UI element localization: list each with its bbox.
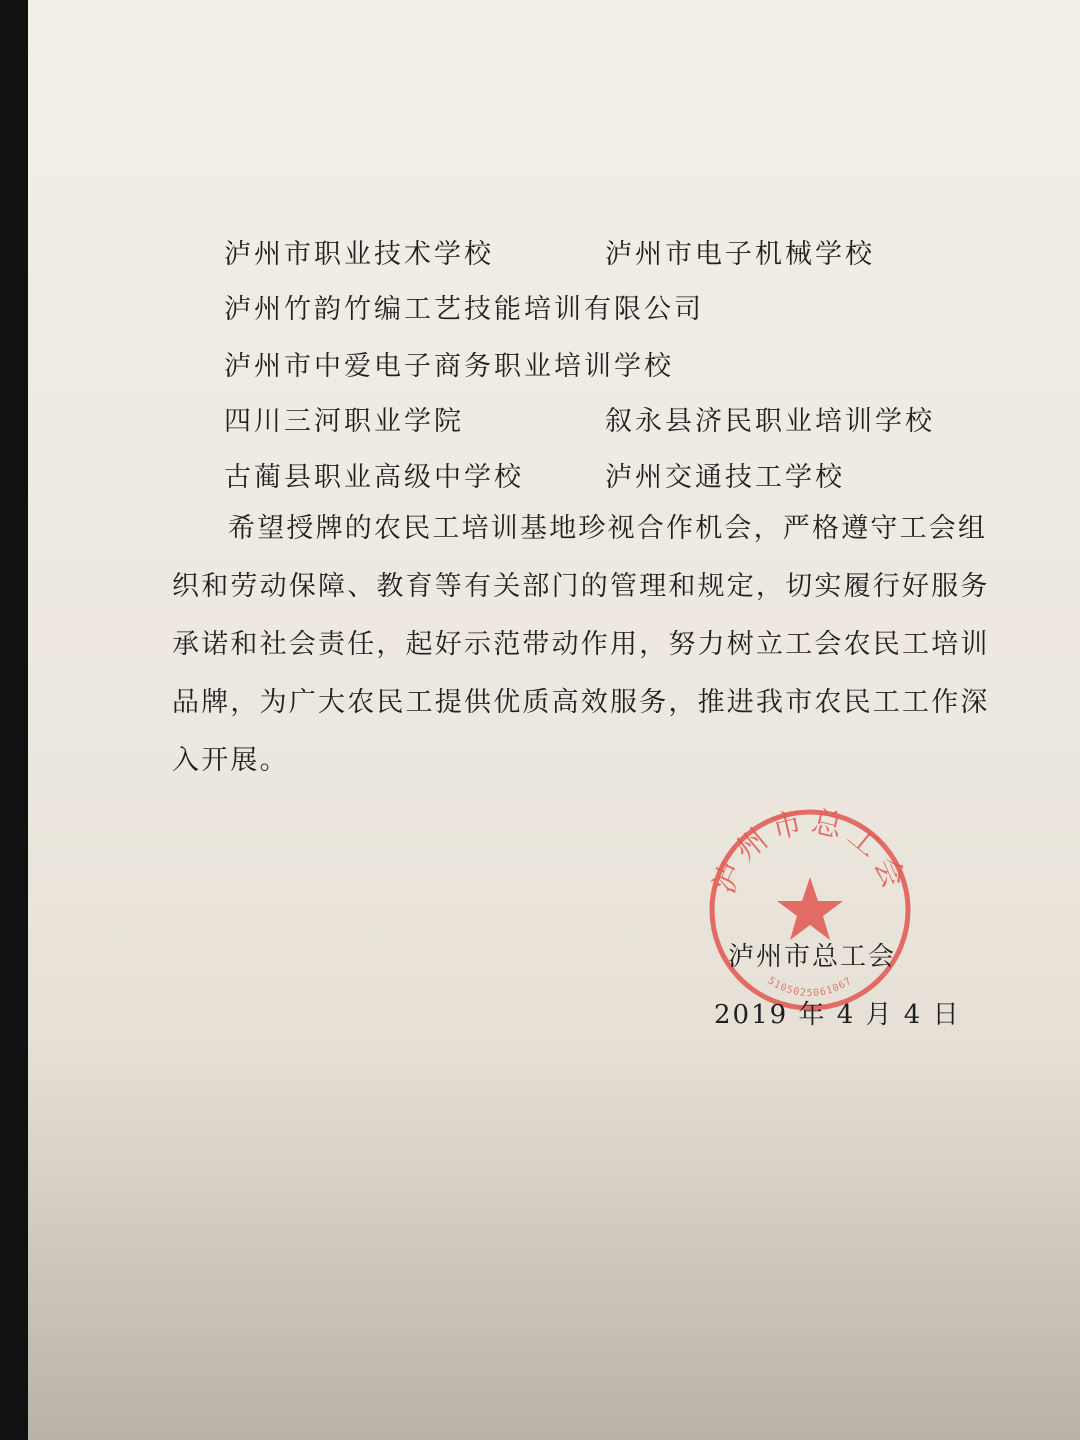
- issue-date: 2019 年 4 月 4 日: [714, 1000, 961, 1030]
- page-shadow: [28, 1040, 1080, 1440]
- institution-7: 古蔺县职业高级中学校: [224, 462, 524, 493]
- paragraph-line-5: 入开展。: [172, 745, 289, 776]
- official-seal: [705, 805, 915, 1015]
- issuer-signature: 泸州市总工会: [728, 942, 897, 972]
- star-icon: [777, 877, 843, 940]
- institution-5: 四川三河职业学院: [224, 406, 464, 437]
- paragraph-line-3: 承诺和社会责任，起好示范带动作用，努力树立工会农民工培训: [172, 629, 990, 660]
- institution-6: 叙永县济民职业培训学校: [605, 406, 935, 437]
- institution-1: 泸州市职业技术学校: [224, 239, 494, 270]
- svg-text:泸州市总工会: 泸州市总工会: [706, 805, 914, 899]
- institution-4: 泸州市中爱电子商务职业培训学校: [224, 351, 674, 382]
- institution-2: 泸州市电子机械学校: [605, 239, 875, 270]
- paragraph-line-2: 织和劳动保障、教育等有关部门的管理和规定，切实履行好服务: [172, 571, 990, 602]
- paragraph-line-4: 品牌，为广大农民工提供优质高效服务，推进我市农民工工作深: [172, 687, 990, 718]
- body-paragraph: [172, 500, 1002, 790]
- institution-8: 泸州交通技工学校: [605, 462, 845, 493]
- paragraph-line-1: 希望授牌的农民工培训基地珍视合作机会，严格遵守工会组: [228, 513, 988, 544]
- svg-text:5105025061067: 5105025061067: [765, 975, 855, 1000]
- institution-3: 泸州竹韵竹编工艺技能培训有限公司: [224, 294, 704, 325]
